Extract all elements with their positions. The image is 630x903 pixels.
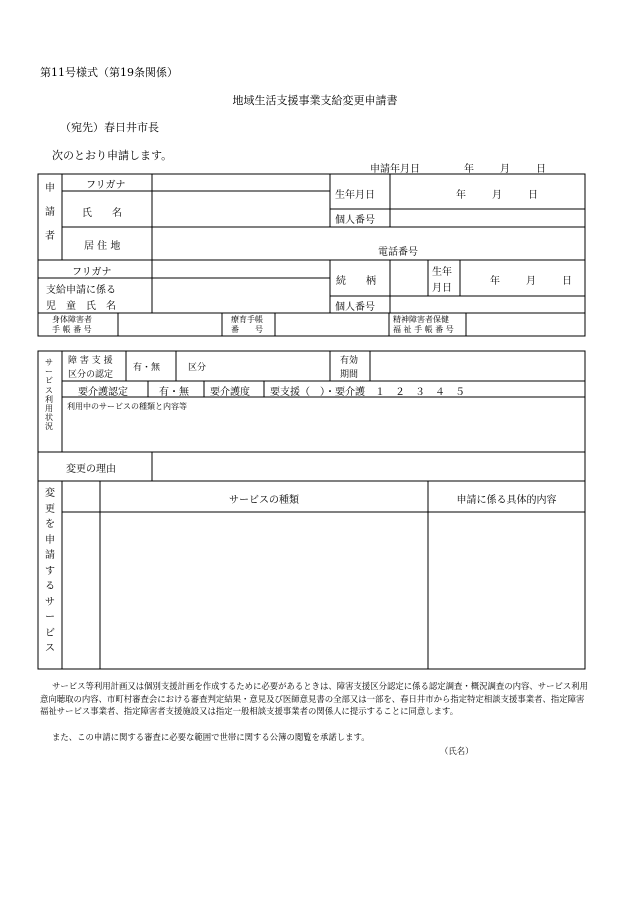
disability-category-label: 区分	[188, 363, 207, 373]
child-birth-year: 年	[490, 276, 500, 287]
application-day: 日	[536, 164, 546, 175]
therapy-notebook-label-line2: 番 号	[231, 325, 263, 334]
applicant-birth-month: 月	[492, 190, 502, 201]
child-birth-month: 月	[526, 276, 536, 287]
applicant-section-label: 申 請 者	[45, 183, 55, 242]
valid-period-label-line2: 期間	[340, 370, 359, 380]
child-furigana-label: フリガナ	[72, 267, 112, 278]
child-label-line2: 児 童 氏 名	[46, 301, 116, 312]
child-label-line1: 支給申請に係る	[46, 285, 116, 296]
page-title: 地域生活支援事業支給変更申請書	[232, 94, 398, 107]
applicant-phone-label: 電話番号	[378, 247, 418, 258]
applicant-address-label: 居 住 地	[84, 241, 121, 252]
consent-name-label: （氏名）	[440, 746, 474, 756]
child-individual-number-label: 個人番号	[335, 302, 375, 313]
applicant-birth-day: 日	[528, 190, 538, 201]
applicant-name-label: 氏 名	[82, 208, 122, 219]
care-cert-label: 要介護認定	[78, 387, 128, 398]
therapy-notebook-label-line1: 療育手帳	[231, 315, 263, 324]
change-services-section-label: 変 更 を 申 請 す る サ ー ビ ス	[45, 488, 55, 654]
child-relation-label: 続 柄	[336, 276, 376, 287]
applicant-individual-number-label: 個人番号	[335, 215, 375, 226]
disability-cert-label-line2: 区分の認定	[68, 370, 114, 380]
child-birth-label-line2: 月日	[432, 283, 452, 294]
disability-cert-yes-no: 有・無	[133, 363, 161, 373]
service-content-header: 申請に係る具体的内容	[456, 495, 557, 506]
applicant-birth-year: 年	[456, 190, 466, 201]
applicant-birth-label: 生年月日	[335, 190, 375, 201]
mental-notebook-label-line1: 精神障害者保健	[393, 315, 449, 324]
form-number: 第11号様式（第19条関係）	[40, 66, 178, 79]
intro-text: 次のとおり申請します。	[52, 149, 173, 162]
service-type-header: サービスの種類	[229, 495, 299, 506]
consent-paragraph-1: サービス等利用計画又は個別支援計画を作成するために必要があるときは、障害支援区分認定に係る認定調査・概況調査の内容、サービス利用意向聴取の内容、市町村審査会における審査判定結果・意見及び医師意見書の全部又は一部を、春日井市から指定特定相談支援事業者、指定障害福祉サービス事業者、指定障害者支援施設又は指定一般相談支援事業者の関係人に提示することに同意します。	[40, 681, 588, 716]
child-birth-day: 日	[562, 276, 572, 287]
valid-period-label-line1: 有効	[340, 356, 359, 366]
addressee: （宛先）春日井市長	[60, 121, 159, 134]
application-month: 月	[500, 164, 510, 175]
applicant-furigana-label: フリガナ	[86, 180, 126, 191]
care-level-label: 要介護度	[210, 387, 250, 398]
physical-notebook-label-line1: 身体障害者	[52, 315, 92, 324]
application-date-label: 申請年月日	[370, 164, 420, 175]
consent-paragraph-2: また、この申請に関する審査に必要な範囲で世帯に関する公簿の閲覧を承諾します。	[52, 732, 370, 742]
service-status-section-label: サ ー ビ ス 利 用 状 況	[45, 358, 53, 432]
current-services-label: 利用中のサービスの種類と内容等	[67, 402, 187, 411]
child-birth-label-line1: 生年	[432, 267, 452, 278]
care-level-options: 要支援（ ）・要介護 １ ２ ３ ４ ５	[270, 387, 465, 398]
physical-notebook-label-line2: 手 帳 番 号	[52, 325, 92, 334]
mental-notebook-label-line2: 福 祉 手 帳 番 号	[393, 325, 454, 334]
application-year: 年	[464, 164, 474, 175]
change-reason-label: 変更の理由	[66, 464, 116, 475]
care-cert-yes-no: 有・無	[159, 387, 189, 398]
disability-cert-label-line1: 障 害 支 援	[68, 356, 113, 366]
